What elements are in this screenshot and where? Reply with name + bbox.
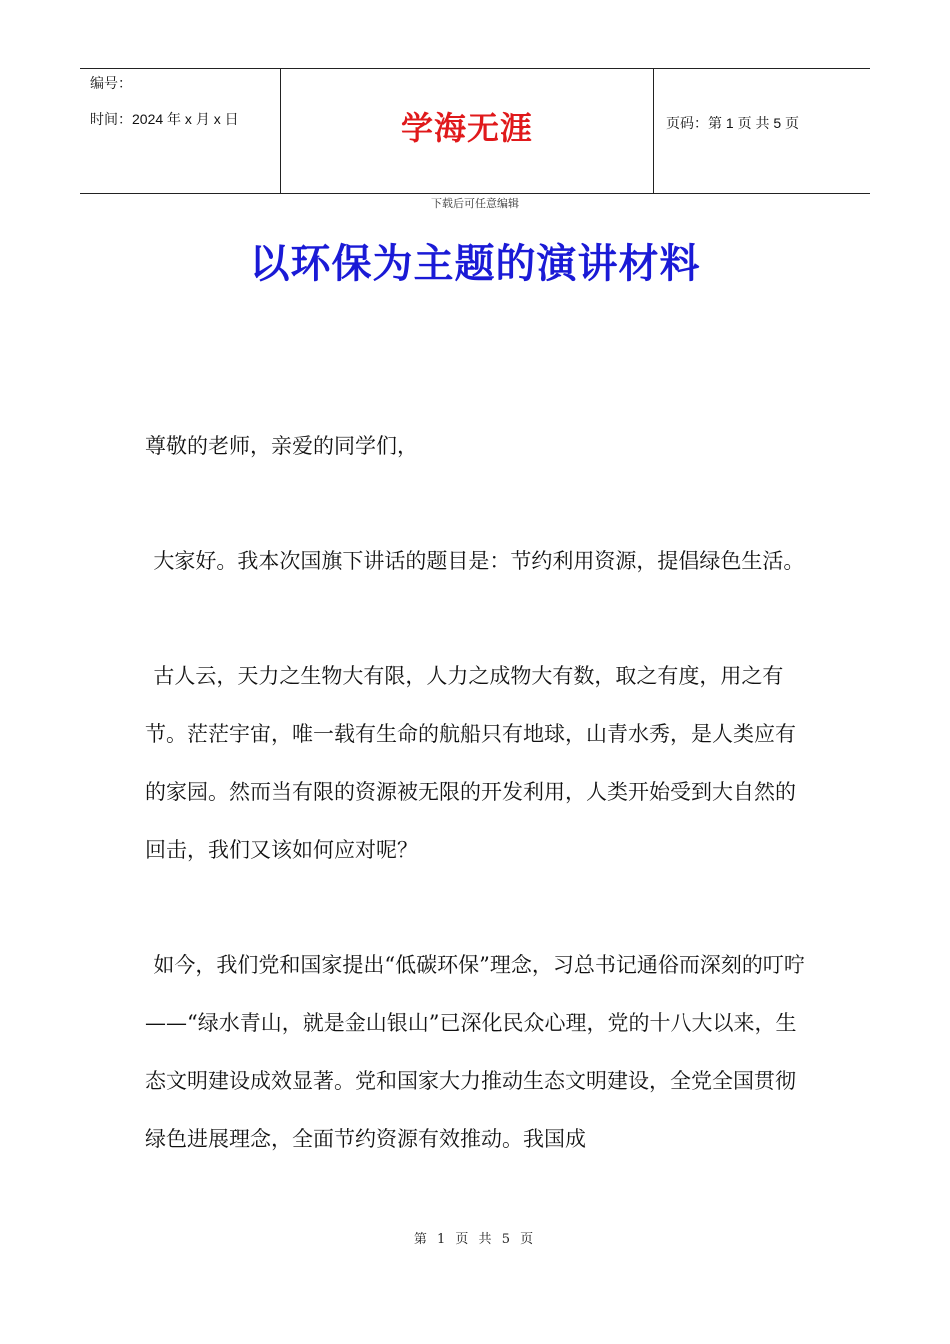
- page-label: 页码：第 1 页 共 5 页: [666, 115, 800, 131]
- paragraph: 如今，我们党和国家提出“低碳环保”理念，习总书记通俗而深刻的叮咛——“绿水青山，就是金山银山”已深化民众心理，党的十八大以来，生态文明建设成效显著。党和国家大力推动生态文明建设，全党全国贯彻绿色进展理念，全面节约资源有效推动。我国成: [145, 953, 805, 1151]
- header-middle-cell: [281, 69, 654, 193]
- edit-note: 下载后可任意编辑: [431, 197, 519, 210]
- brand-title: 学海无涯: [400, 109, 533, 147]
- header-left-cell: [80, 69, 281, 193]
- header-table: [80, 68, 870, 194]
- time-label: 时间：2024 年 x 月 x 日: [90, 111, 239, 127]
- paragraph: 大家好。我本次国旗下讲话的题目是：节约利用资源，提倡绿色生活。: [153, 549, 805, 573]
- page-footer: 第 1 页 共 5 页: [413, 1232, 537, 1247]
- document-body: [145, 417, 807, 1225]
- header-right-cell: [654, 69, 870, 193]
- document-title: 以环保为主题的演讲材料: [249, 240, 701, 287]
- paragraph-greeting: 尊敬的老师，亲爱的同学们，: [145, 434, 418, 458]
- paragraph: 古人云，天力之生物大有限，人力之成物大有数，取之有度，用之有节。茫茫宇宙，唯一载有生命的航船只有地球，山青水秀，是人类应有的家园。然而当有限的资源被无限的开发利用，人类开始受到大自然的回击，我们又该如何应对呢？: [145, 664, 796, 862]
- number-label: 编号：: [90, 75, 132, 91]
